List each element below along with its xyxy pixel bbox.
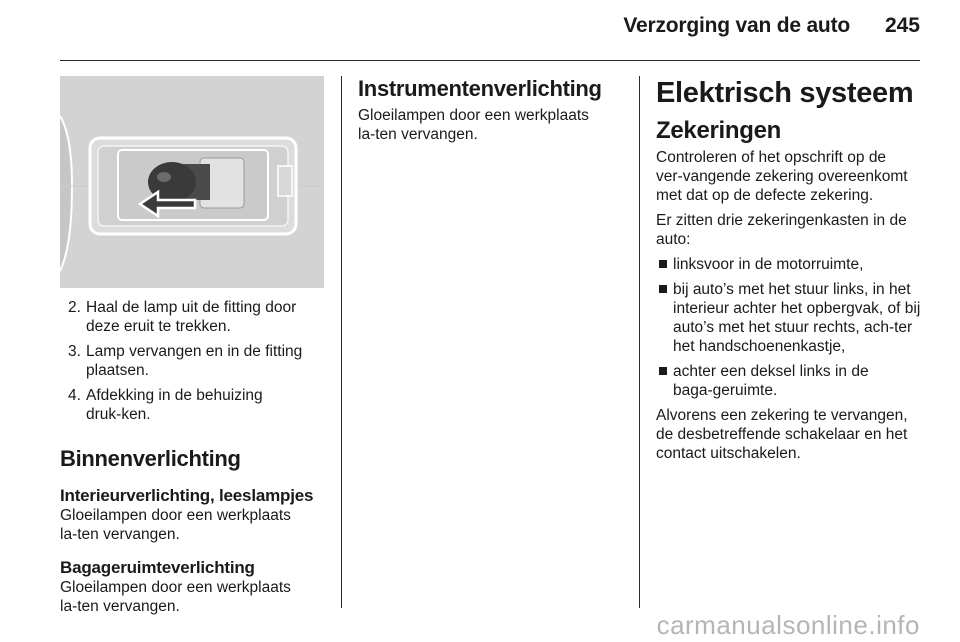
body-text: Er zitten drie zekeringenkasten in de auto:: [656, 212, 907, 248]
step-number: 2.: [68, 299, 81, 316]
body-text: Alvorens een zekering te vervangen, de desbetreffende schakelaar en het contact uitschakelen.: [656, 407, 908, 462]
section-heading-elektrisch-systeem: Elektrisch systeem: [656, 77, 914, 109]
page-number: 245: [884, 14, 920, 37]
step-item: [60, 298, 324, 336]
bullet-text: bij auto’s met het stuur links, in het interieur achter het opbergvak, of bij auto’s met het stuur rechts, ach‑ter het handschoenenkastje,: [673, 281, 921, 355]
bullet-square-icon: [659, 367, 667, 375]
page-header-title: Verzorging van de auto: [623, 14, 850, 37]
body-text: Gloeilampen door een werkplaats la‑ten vervangen.: [60, 579, 291, 615]
step-item: [60, 386, 324, 424]
bullet-text: linksvoor in de motorruimte,: [673, 256, 864, 273]
bullet-item: [656, 362, 922, 400]
bullet-item: [656, 255, 922, 274]
column-divider-2: [639, 76, 640, 608]
column-left: [60, 76, 324, 622]
watermark: carmanualsonline.info: [656, 610, 920, 640]
column-right: [656, 76, 922, 469]
step-number: 3.: [68, 343, 81, 360]
bullet-square-icon: [659, 260, 667, 268]
subheading-interieurverlichting: Interieurverlichting, leeslampjes: [60, 486, 314, 505]
column-middle: [358, 76, 622, 150]
bullet-text: achter een deksel links in de baga‑geruimte.: [673, 363, 869, 399]
section-heading-binnenverlichting: Binnenverlichting: [60, 446, 241, 471]
body-text: Gloeilampen door een werkplaats la‑ten vervangen.: [358, 107, 589, 143]
step-text: Afdekking in de behuizing druk‑ken.: [86, 387, 263, 423]
step-item: [60, 342, 324, 380]
step-number: 4.: [68, 387, 81, 404]
bullet-item: [656, 280, 922, 356]
lamp-removal-illustration: [60, 76, 324, 288]
section-heading-instrumentenverlichting: Instrumentenverlichting: [358, 76, 602, 101]
bullet-square-icon: [659, 285, 667, 293]
subheading-zekeringen: Zekeringen: [656, 117, 782, 144]
step-text: Haal de lamp uit de fitting door deze eruit te trekken.: [86, 299, 297, 335]
procedure-steps: [60, 298, 324, 424]
body-text: Controleren of het opschrift op de ver‑vangende zekering overeenkomt met dat op de defecte zekering.: [656, 149, 908, 204]
column-divider-1: [341, 76, 342, 608]
step-text: Lamp vervangen en in de fitting plaatsen.: [86, 343, 303, 379]
header-divider: [60, 60, 920, 61]
body-text: Gloeilampen door een werkplaats la‑ten vervangen.: [60, 507, 291, 543]
lamp-illustration-svg: [60, 76, 324, 288]
subheading-bagageruimteverlichting: Bagageruimteverlichting: [60, 558, 255, 577]
